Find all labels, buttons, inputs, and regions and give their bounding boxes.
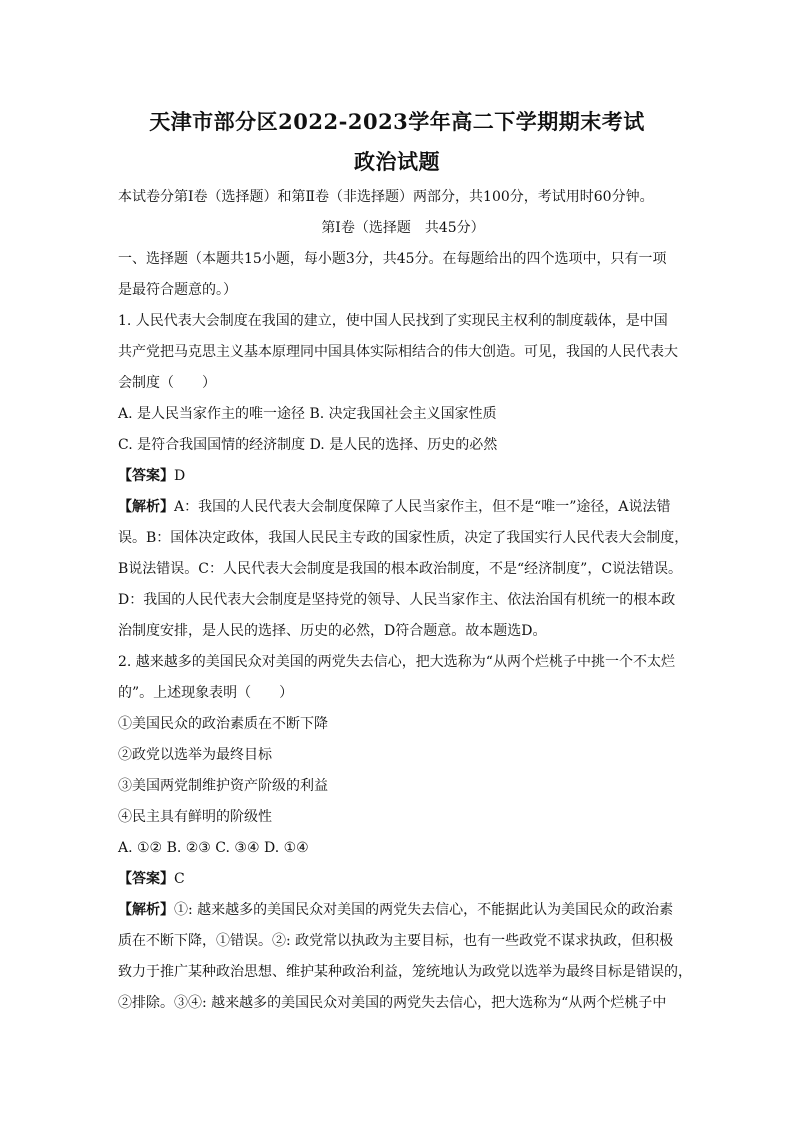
exam-intro: 本试卷分第Ⅰ卷（选择题）和第Ⅱ卷（非选择题）两部分，共100分，考试用时60分钟。 xyxy=(118,189,654,205)
q2-analysis-line: 致力于推广某种政治思想、维护某种政治利益，笼统地认为政党以选举为最终目标是错误的， xyxy=(118,964,692,980)
analysis-label: 【解析】 xyxy=(118,499,174,515)
q1-analysis-line: B说法错误。C：人民代表大会制度是我国的根本政治制度，不是“经济制度”，C说法错误。 xyxy=(118,561,683,577)
analysis-text: A：我国的人民代表大会制度保障了人民当家作主，但不是“唯一”途径，A说法错 xyxy=(174,499,671,515)
q2-analysis-line: ②排除。③④: 越来越多的美国民众对美国的两党失去信心，把大选称为“从两个烂桃子中 xyxy=(118,995,667,1011)
answer-label: 【答案】 xyxy=(118,871,174,887)
q1-analysis-line: 治制度安排，是人民的选择、历史的必然，D符合题意。故本题选D。 xyxy=(118,623,547,639)
q2-item: ①美国民众的政治素质在不断下降 xyxy=(118,716,328,732)
analysis-label: 【解析】 xyxy=(118,902,174,918)
q2-stem-line: 2. 越来越多的美国民众对美国的两党失去信心，把大选称为“从两个烂桃子中挑一个不太烂 xyxy=(118,654,675,670)
q1-answer xyxy=(118,466,688,486)
q2-item: ③美国两党制维护资产阶级的利益 xyxy=(118,778,328,794)
q1-stem-line: 1. 人民代表大会制度在我国的建立，使中国人民找到了实现民主权利的制度载体，是中国 xyxy=(118,313,668,329)
answer-label: 【答案】 xyxy=(118,468,174,484)
q2-options: A. ①② B. ②③ C. ③④ D. ①④ xyxy=(118,840,309,856)
q2-analysis-line xyxy=(118,900,688,920)
instructions-line: 是最符合题意的。） xyxy=(118,282,237,298)
q2-stem-line: 的”。上述现象表明（ ） xyxy=(118,685,294,701)
answer-value: D xyxy=(174,468,186,484)
exam-subtitle: 政治试题 xyxy=(354,149,440,174)
q2-item: ④民主具有鲜明的阶级性 xyxy=(118,809,272,825)
exam-title: 天津市部分区2022-2023学年高二下学期期末考试 xyxy=(149,109,645,134)
q1-analysis-line: D：我国的人民代表大会制度是坚持党的领导、人民当家作主、依法治国有机统一的根本政 xyxy=(118,592,676,608)
section-heading: 第Ⅰ卷（选择题 共45分） xyxy=(321,220,485,236)
q1-options-line: A. 是人民当家作主的唯一途径 B. 决定我国社会主义国家性质 xyxy=(118,406,497,422)
q2-analysis-line: 质在不断下降，①错误。②: 政党常以执政为主要目标，也有一些政党不谋求执政，但积极 xyxy=(118,933,674,949)
q1-analysis-line xyxy=(118,497,688,517)
q1-options-line: C. 是符合我国国情的经济制度 D. 是人民的选择、历史的必然 xyxy=(118,437,498,453)
instructions-line: 一、选择题（本题共15小题，每小题3分，共45分。在每题给出的四个选项中，只有一项 xyxy=(118,251,667,267)
q1-analysis-line: 误。B：国体决定政体，我国人民民主专政的国家性质，决定了我国实行人民代表大会制度， xyxy=(118,530,689,546)
q1-stem-line: 会制度（ ） xyxy=(118,375,216,391)
q2-answer xyxy=(118,869,688,889)
analysis-text: ①: 越来越多的美国民众对美国的两党失去信心，不能据此认为美国民众的政治素 xyxy=(174,902,674,918)
answer-value: C xyxy=(174,871,185,887)
q2-item: ②政党以选举为最终目标 xyxy=(118,747,272,763)
q1-stem-line: 共产党把马克思主义基本原理同中国具体实际相结合的伟大创造。可见，我国的人民代表大 xyxy=(118,344,678,360)
